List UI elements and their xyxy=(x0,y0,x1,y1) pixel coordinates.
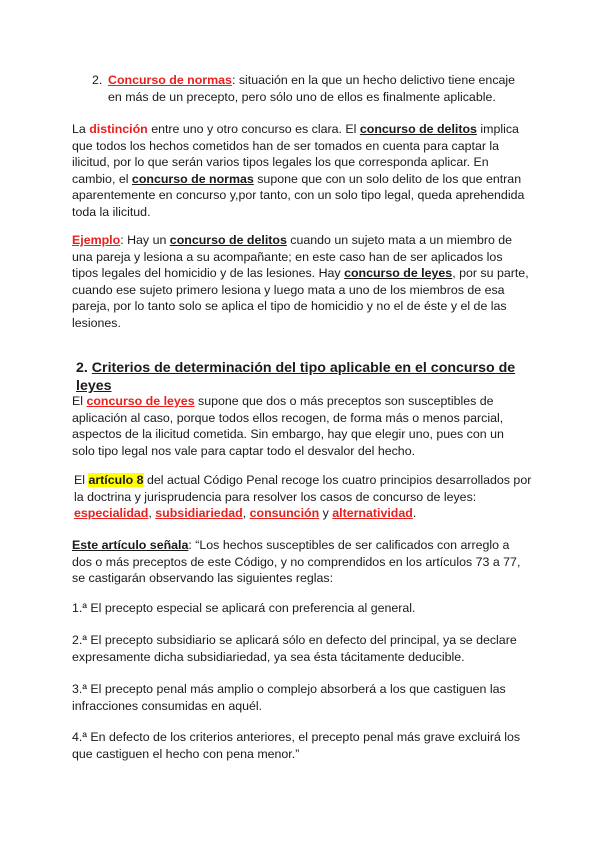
text-run: El xyxy=(74,473,89,487)
text-run: El xyxy=(72,394,87,408)
text-run: cuando un sujeto mata a un miembro de una pareja y lesiona a su acompañante; en este caso han de ser aplicados los tipos legales del homicidio y de las lesiones. Hay xyxy=(72,233,513,280)
text-run: implica que todos los hechos cometidos han de ser tomados en cuenta para captar la ilicitud, por lo que serán varios tipos legales los que corresponda aplicar. En cambio, el xyxy=(72,122,519,186)
text-run: : Hay un xyxy=(120,233,170,247)
rule-4: 4.ª En defecto de los criterios anteriores, el precepto penal más grave excluirá los que castiguen el hecho con pena menor.” xyxy=(72,730,521,761)
term-concurso-leyes: concurso de leyes xyxy=(86,394,195,408)
text-run: . xyxy=(412,506,417,520)
paragraph-distincion xyxy=(72,121,530,220)
highlight-articulo-8: artículo 8 xyxy=(88,473,144,487)
text-run: , por su parte, cuando ese sujeto primero lesiona y luego mata a uno de los miembros de esa pareja, por lo tanto solo se aplica el tipo de homicidio y no el de éste y el de las lesiones. xyxy=(72,266,529,330)
list-item-concurso-normas xyxy=(92,72,532,105)
list-item-text: : situación en la que un hecho delictivo tiene encaje en más de un precepto, pero sólo uno de ellos es finalmente aplicable. xyxy=(108,73,516,104)
term-especialidad: especialidad xyxy=(74,506,149,520)
text-run: La xyxy=(72,122,90,136)
term-alternatividad: alternatividad xyxy=(332,506,413,520)
paragraph-articulo-8 xyxy=(74,472,532,522)
text-run: : “Los hechos susceptibles de ser calificados con arreglo a dos o más preceptos de este Código, y no comprendidos en los artículos 73 a 77, se castigarán observando las siguientes reglas: xyxy=(72,538,521,585)
paragraph-articulo-senala xyxy=(72,537,530,587)
term-concurso-normas: Concurso de normas xyxy=(108,73,232,87)
paragraph-ejemplo xyxy=(72,232,530,331)
heading-number: 2. xyxy=(76,360,88,376)
term-subsidiariedad: subsidiariedad xyxy=(155,506,243,520)
heading-title: Criterios de determinación del tipo aplicable en el concurso de leyes xyxy=(76,360,516,394)
text-run: supone que dos o más preceptos son susceptibles de aplicación al caso, porque todos ellos recogen, de forma más o menos parcial, aspectos de la ilicitud cometida. Sin embargo, hay que elegir uno, pues con un solo tipo legal nos vale para captar todo el desvalor del hecho. xyxy=(72,394,504,458)
rule-3: 3.ª El precepto penal más amplio o complejo absorberá a los que castiguen las infracciones consumidas en aquél. xyxy=(72,682,506,713)
rule-2: 2.ª El precepto subsidiario se aplicará sólo en defecto del principal, ya se declare expresamente dicha subsidiariedad, ya sea ésta tácitamente deducible. xyxy=(72,633,517,664)
term-concurso-delitos: concurso de delitos xyxy=(359,122,477,136)
text-run: supone que con un solo delito de los que entran aparentemente en concurso y,por tanto, con un solo tipo legal, queda aprehendida toda la ilicitud. xyxy=(72,171,525,219)
term-concurso-normas: concurso de normas xyxy=(131,171,254,186)
text-run: , xyxy=(242,506,250,520)
section-heading xyxy=(76,359,536,395)
text-run: , xyxy=(148,506,156,520)
rule-1: 1.ª El precepto especial se aplicará con preferencia al general. xyxy=(72,601,416,615)
term-concurso-leyes: concurso de leyes xyxy=(344,266,453,280)
term-concurso-delitos: concurso de delitos xyxy=(169,233,287,247)
term-distincion: distinción xyxy=(89,122,148,136)
text-run: y xyxy=(319,506,333,520)
list-item-body xyxy=(92,72,532,105)
text-run: entre uno y otro concurso es clara. El xyxy=(147,122,360,136)
paragraph-concurso-leyes xyxy=(72,393,530,459)
term-este-articulo-senala: Este artículo señala xyxy=(72,538,189,552)
text-run: del actual Código Penal recoge los cuatro principios desarrollados por la doctrina y jurisprudencia para resolver los casos de concurso de leyes: xyxy=(74,473,532,504)
term-ejemplo: Ejemplo xyxy=(72,233,121,247)
list-number: 2. xyxy=(92,73,103,87)
term-consuncion: consunción xyxy=(249,506,320,520)
